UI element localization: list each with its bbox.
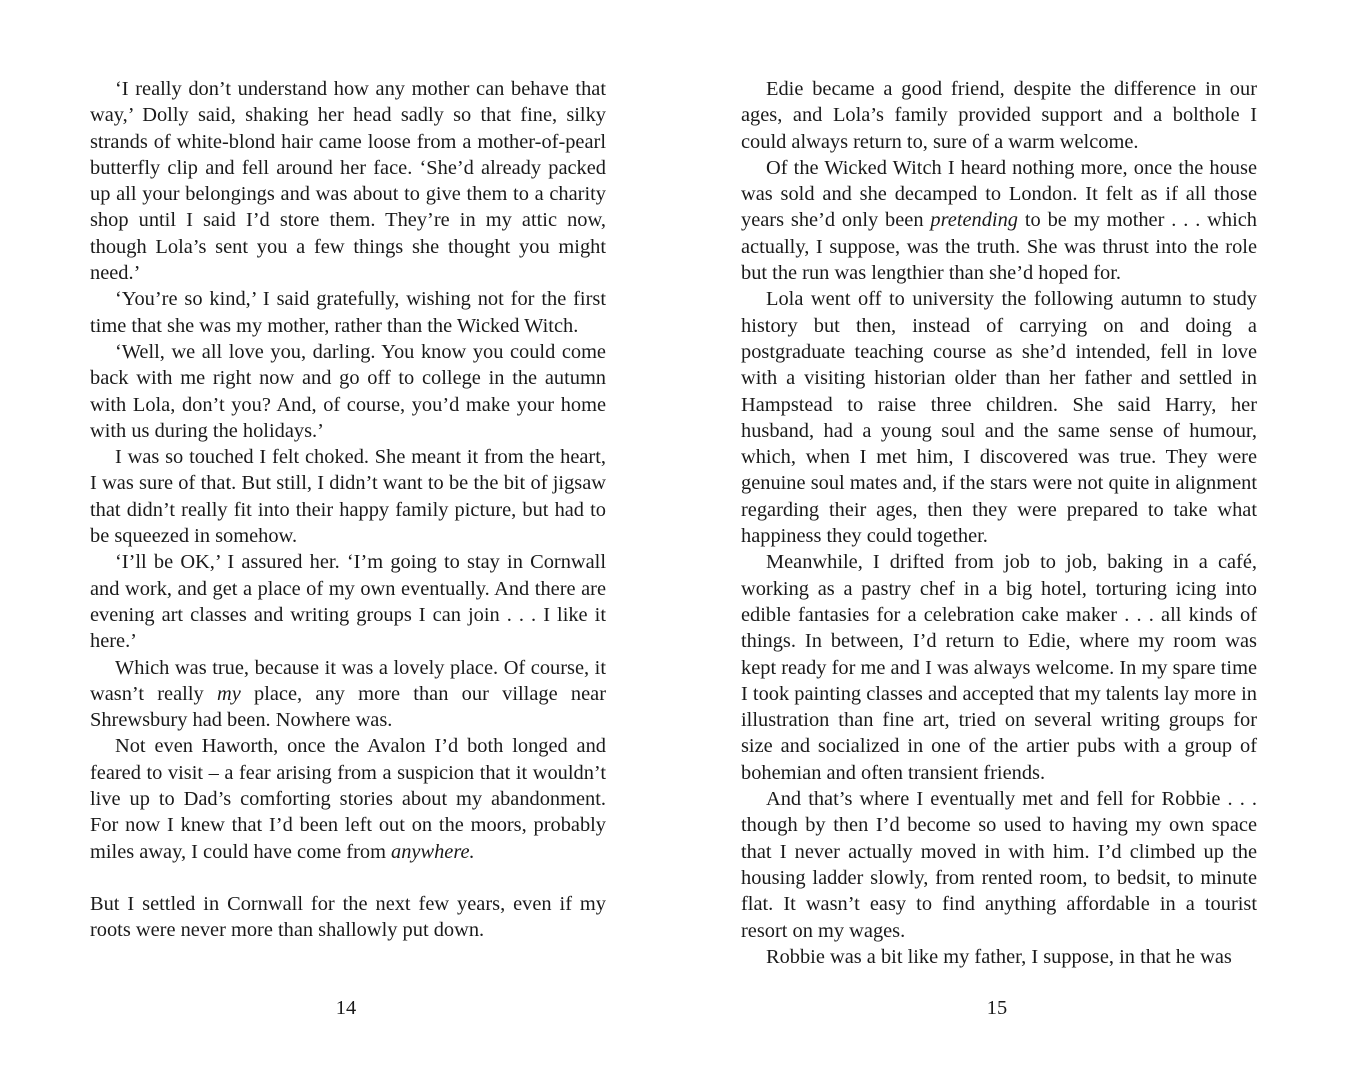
paragraph: Not even Haworth, once the Avalon I’d both longed and feared to visit – a fear arising from a suspicion that it wouldn’t live up to Dad’s comforting stories about my abandonment. For now I knew that I’d been left out on the moors, probably miles away, I could have come from anywhere. xyxy=(90,735,606,863)
paragraph: Meanwhile, I drifted from job to job, baking in a café, working as a pastry chef in a big hotel, torturing icing into edible fantasies for a celebration cake maker . . . all kinds of things. In between, I’d return to Edie, where my room was kept ready for me and I was always welcome. In my spare time I took painting classes and accepted that my talents lay more in illustration than fine art, tried on several writing groups for size and socialized in one of the artier pubs with a group of bohemian and often transient friends. xyxy=(741,551,1257,784)
paragraph: Robbie was a bit like my father, I suppose, in that he was xyxy=(766,945,1232,968)
left-page xyxy=(90,76,606,944)
left-page-number: 14 xyxy=(335,997,357,1019)
right-page-number: 15 xyxy=(986,997,1008,1019)
paragraph: And that’s where I eventually met and fell for Robbie . . . though by then I’d become so used to having my own space that I never actually moved in with him. I’d climbed up the housing ladder slowly, from rented room, to bedsit, to minute flat. It wasn’t easy to find anything affordable in a tourist resort on my wages. xyxy=(741,788,1257,942)
paragraph: I was so touched I felt choked. She meant it from the heart, I was sure of that. But still, I didn’t want to be the bit of jigsaw that didn’t really fit into their happy family picture, but had to be squeezed in somehow. xyxy=(90,446,606,548)
emphasis: my xyxy=(216,682,241,705)
paragraph: ‘You’re so kind,’ I said gratefully, wishing not for the first time that she was my mother, rather than the Wicked Witch. xyxy=(90,288,606,337)
emphasis: pretending xyxy=(930,209,1018,232)
paragraph: Lola went off to university the following autumn to study history but then, instead of carrying on and doing a postgraduate teaching course as she’d intended, fell in love with a visiting historian older than her father and settled in Hampstead to raise three children. She said Harry, her husband, had a young soul and the same sense of humour, which, when I met him, I discovered was true. They were genuine soul mates and, if the stars were not quite in alignment regarding their ages, then they were prepared to take what happiness they could together. xyxy=(741,288,1257,548)
section-break-paragraph: But I settled in Cornwall for the next few years, even if my roots were never more than shallowly put down. xyxy=(90,892,606,942)
paragraph: Edie became a good friend, despite the difference in our ages, and Lola’s family provided support and a bolthole I could always return to, sure of a warm welcome. xyxy=(741,78,1257,153)
paragraph: Of the Wicked Witch I heard nothing more, once the house was sold and she decamped to London. It felt as if all those years she’d only been pretending to be my mother . . . which actually, I suppose, was the truth. She was thrust into the role but the run was lengthier than she’d hoped for. xyxy=(741,156,1257,285)
paragraph: ‘Well, we all love you, darling. You know you could come back with me right now and go off to college in the autumn with Lola, don’t you? And, of course, you’d make your home with us during the holidays.’ xyxy=(90,340,606,442)
emphasis: anywhere. xyxy=(391,840,475,863)
paragraph: Which was true, because it was a lovely place. Of course, it wasn’t really my place, any more than our village near Shrewsbury had been. Nowhere was. xyxy=(90,656,606,732)
right-page xyxy=(741,76,1257,970)
paragraph: ‘I really don’t understand how any mother can behave that way,’ Dolly said, shaking her head sadly so that fine, silky strands of white-blond hair came loose from a mother-of-pearl butterfly clip and fell around her face. ‘She’d already packed up all your belongings and was about to give them to a charity shop until I said I’d store them. They’re in my attic now, though Lola’s sent you a few things she thought you might need.’ xyxy=(90,78,606,285)
paragraph: ‘I’ll be OK,’ I assured her. ‘I’m going to stay in Cornwall and work, and get a place of my own eventually. And there are evening art classes and writing groups I can join . . . I like it here.’ xyxy=(90,551,606,653)
